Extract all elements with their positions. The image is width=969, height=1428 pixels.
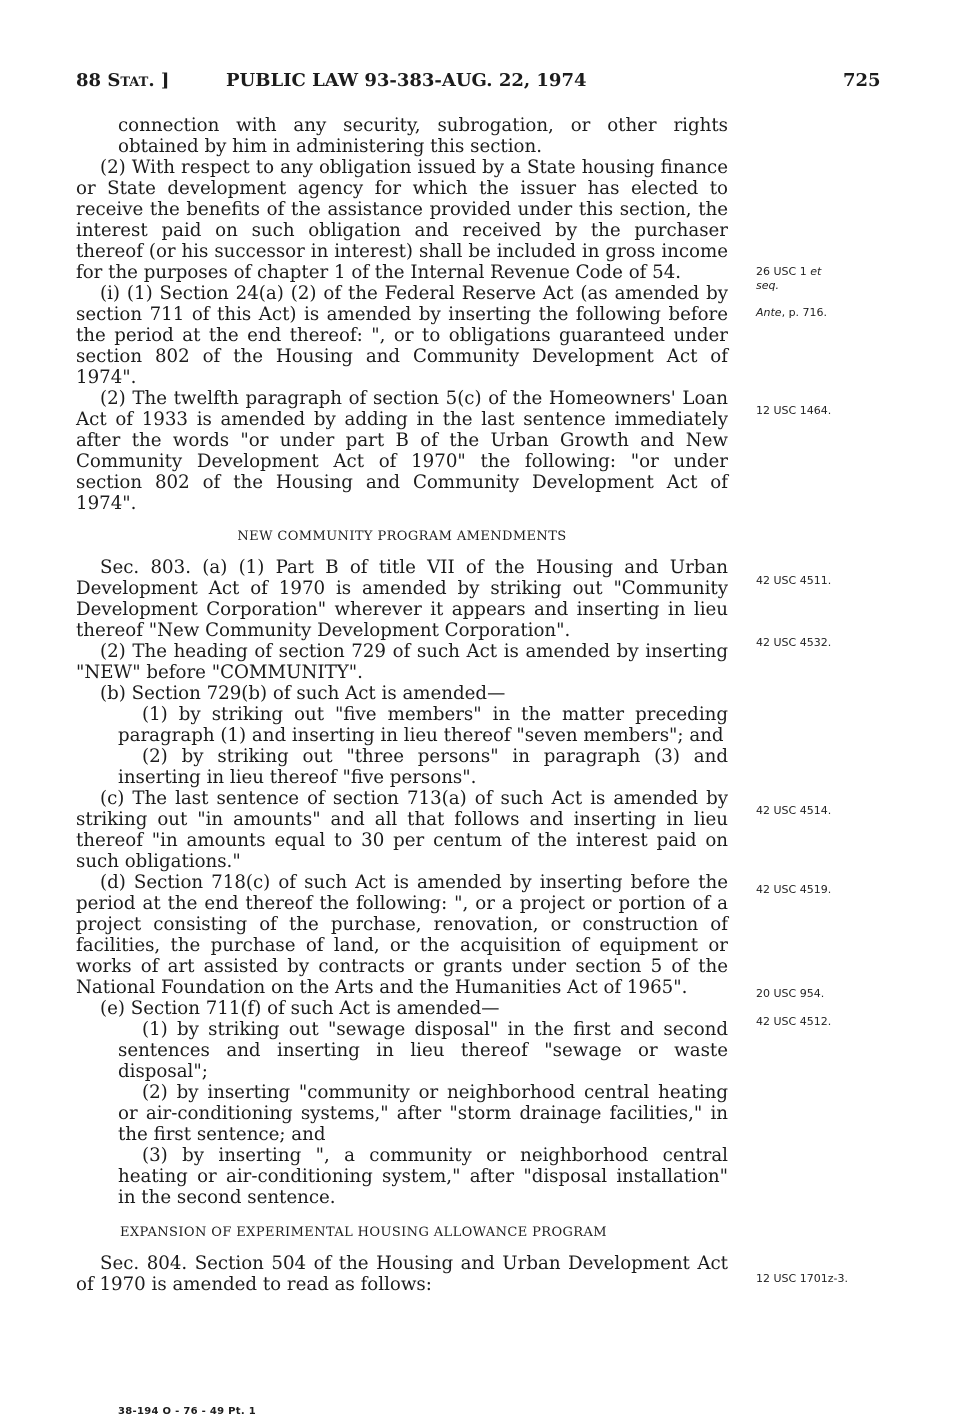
margin-note-ante-p-716: Ante, p. 716. <box>756 306 828 319</box>
paragraph-sec-803-e: (e) Section 711(f) of such Act is amended— <box>100 998 500 1019</box>
margin-note-20-usc-954: 20 USC 954. <box>756 987 825 1000</box>
paragraph-i-1: (i) (1) Section 24(a) (2) of the Federal Reserve Act (as amended by section 711 of this Act) is amended by inserting the following before the period at the end thereof: ", or to obligations guaranteed under section 802 of the Housing and Community Development Act of 1974". <box>76 283 728 388</box>
margin-note-12-usc-1464: 12 USC 1464. <box>756 404 832 417</box>
paragraph-sec-803-b-1: (1) by striking out "five members" in the matter preceding paragraph (1) and inserting in lieu thereof "seven members"; and <box>118 704 728 746</box>
paragraph-sec-803-c: (c) The last sentence of section 713(a) of such Act is amended by striking out "in amounts" and all that follows and inserting in lieu thereof "in amounts equal to 30 per centum of the interest paid on such obligations." <box>76 788 728 872</box>
paragraph-sec-804: Sec. 804. Section 504 of the Housing and Urban Development Act of 1970 is amended to read as follows: <box>76 1253 728 1295</box>
paragraph-sec-803-b-2: (2) by striking out "three persons" in paragraph (3) and inserting in lieu thereof "five persons". <box>118 746 728 788</box>
margin-note-42-usc-4532: 42 USC 4532. <box>756 636 832 649</box>
section-heading-housing-allowance: EXPANSION OF EXPERIMENTAL HOUSING ALLOWANCE PROGRAM <box>120 1225 607 1240</box>
paragraph-sec-803-b: (b) Section 729(b) of such Act is amended— <box>100 683 506 704</box>
footer-print-code: 38-194 O - 76 - 49 Pt. 1 <box>118 1406 257 1417</box>
paragraph-h-2: (2) With respect to any obligation issued by a State housing finance or State development agency for which the issuer has elected to receive the benefits of the assistance provided under this section, the interest paid on such obligation and received by the purchaser thereof (or his successor in interest) shall be included in gross income for the purposes of chapter 1 of the Internal Revenue Code of 54. <box>76 157 728 283</box>
paragraph-sec-803-e-3: (3) by inserting ", a community or neighborhood central heating or air-conditioning system," after "disposal installation" in the second sentence. <box>118 1145 728 1208</box>
margin-note-42-usc-4511: 42 USC 4511. <box>756 574 832 587</box>
paragraph-sec-803-a-1: Sec. 803. (a) (1) Part B of title VII of the Housing and Urban Development Act of 1970 is amended by striking out "Community Development Corporation" wherever it appears and inserting in lieu thereof "New Community Development Corporation". <box>76 557 728 641</box>
header-title: PUBLIC LAW 93-383-AUG. 22, 1974 <box>226 70 587 91</box>
margin-note-42-usc-4512: 42 USC 4512. <box>756 1015 832 1028</box>
main-text-column <box>76 115 728 1295</box>
paragraph-i-2: (2) The twelfth paragraph of section 5(c) of the Homeowners' Loan Act of 1933 is amended by adding in the last sentence immediately after the words "or under part B of the Urban Growth and New Community Development Act of 1970" the following: "or under section 802 of the Housing and Community Development Act of 1974". <box>76 388 728 514</box>
paragraph-sec-803-e-1: (1) by striking out "sewage disposal" in the first and second sentences and inserting in lieu thereof "sewage or waste disposal"; <box>118 1019 728 1082</box>
paragraph-sec-803-a-2: (2) The heading of section 729 of such Act is amended by inserting "NEW" before "COMMUNITY". <box>76 641 728 683</box>
margin-note-12-usc-1701z-3: 12 USC 1701z-3. <box>756 1272 848 1285</box>
paragraph-continuation: connection with any security, subrogation, or other rights obtained by him in administering this section. <box>118 115 728 157</box>
paragraph-sec-803-e-2: (2) by inserting "community or neighborhood central heating or air-conditioning systems," after "storm drainage facilities," in the first sentence; and <box>118 1082 728 1145</box>
paragraph-sec-803-d: (d) Section 718(c) of such Act is amended by inserting before the period at the end thereof the following: ", or a project or portion of a project consisting of the purchase, renovation, or construction of facilities, the purchase of land, or the acquisition of equipment or works of art assisted by contracts or grants under section 5 of the National Foundation on the Arts and the Humanities Act of 1965". <box>76 872 728 998</box>
page-number: 725 <box>843 70 881 91</box>
section-heading-new-community: NEW COMMUNITY PROGRAM AMENDMENTS <box>237 529 567 544</box>
margin-note-42-usc-4519: 42 USC 4519. <box>756 883 832 896</box>
margin-note-26-usc-1: 26 USC 1 et seq. <box>756 265 822 292</box>
margin-note-42-usc-4514: 42 USC 4514. <box>756 804 832 817</box>
header-statute-ref: 88 Stat. ] <box>76 70 170 91</box>
